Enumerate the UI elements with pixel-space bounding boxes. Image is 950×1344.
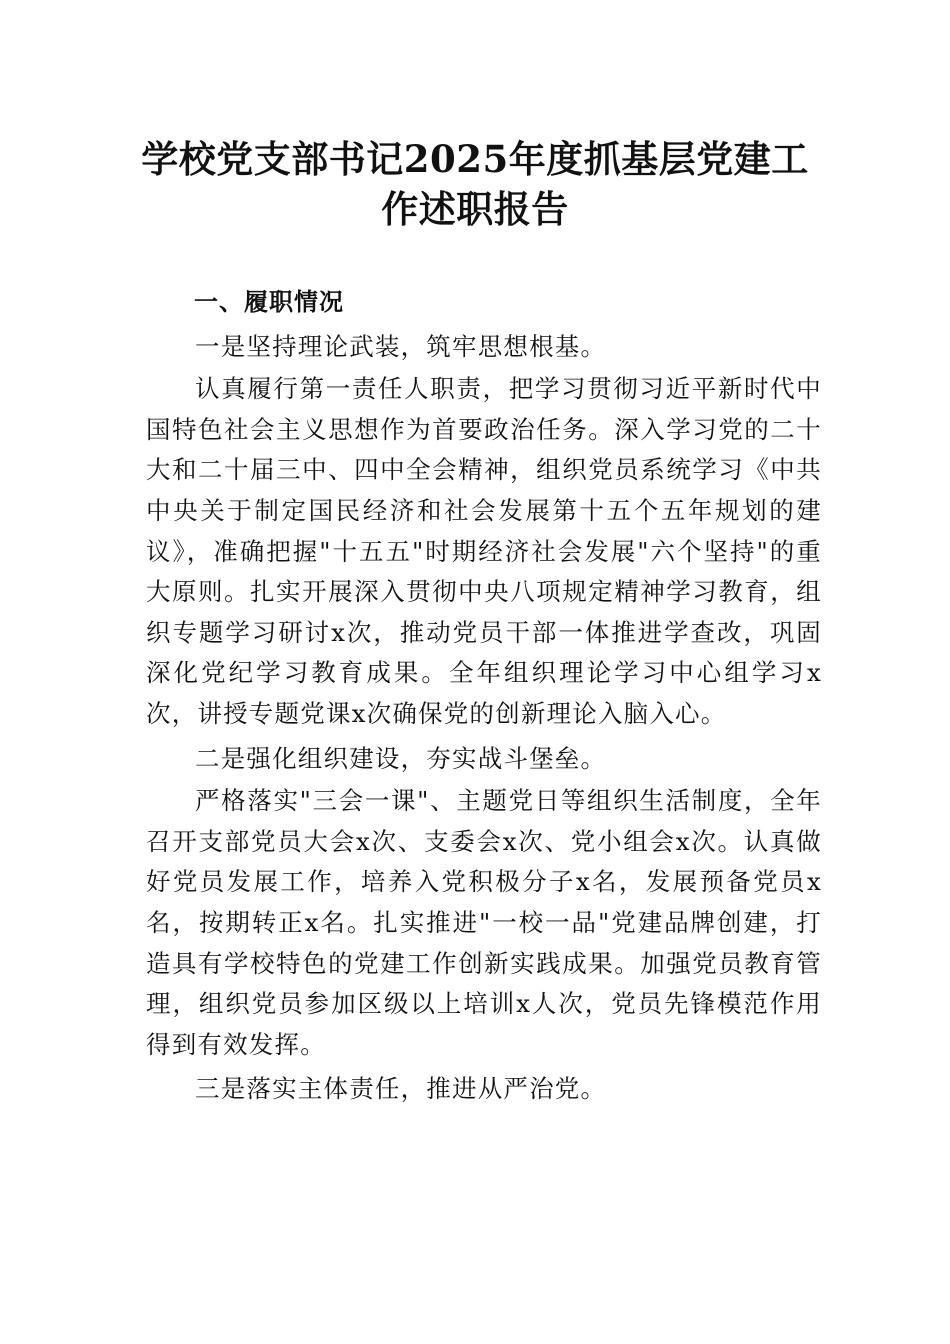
section-heading-performance: 一、履职情况: [194, 288, 344, 316]
document-title: 学校党支部书记2025年度抓基层党建工作述职报告: [141, 137, 809, 231]
subsection-lead-responsibility: 三是落实主体责任，推进从严治党。: [195, 1074, 607, 1104]
subsection-lead-theory: 一是坚持理论武装，筑牢思想根基。: [195, 331, 607, 361]
subsection-lead-organization: 二是强化组织建设，夯实战斗堡垒。: [195, 743, 607, 773]
document-body: [146, 282, 822, 1112]
paragraph-theory: 认真履行第一责任人职责，把学习贯彻习近平新时代中国特色社会主义思想作为首要政治任务。深入学习党的二十大和二十届三中、四中全会精神，组织党员系统学习《中共中央关于制定国民经济和社会发展第十五个五年规划的建议》，准确把握"十五五"时期经济社会发展"六个坚持"的重大原则。扎实开展深入贯彻中央八项规定精神学习教育，组织专题学习研讨x次，推动党员干部一体推进学查改，巩固深化党纪学习教育成果。全年组织理论学习中心组学习x次，讲授专题党课x次确保党的创新理论入脑入心。: [146, 374, 822, 728]
paragraph-organization: 严格落实"三会一课"、主题党日等组织生活制度，全年召开支部党员大会x次、支委会x次、党小组会x次。认真做好党员发展工作，培养入党积极分子x名，发展预备党员x名，按期转正x名。扎实推进"一校一品"党建品牌创建，打造具有学校特色的党建工作创新实践成果。加强党员教育管理，组织党员参加区级以上培训x人次，党员先锋模范作用得到有效发挥。: [146, 786, 822, 1059]
